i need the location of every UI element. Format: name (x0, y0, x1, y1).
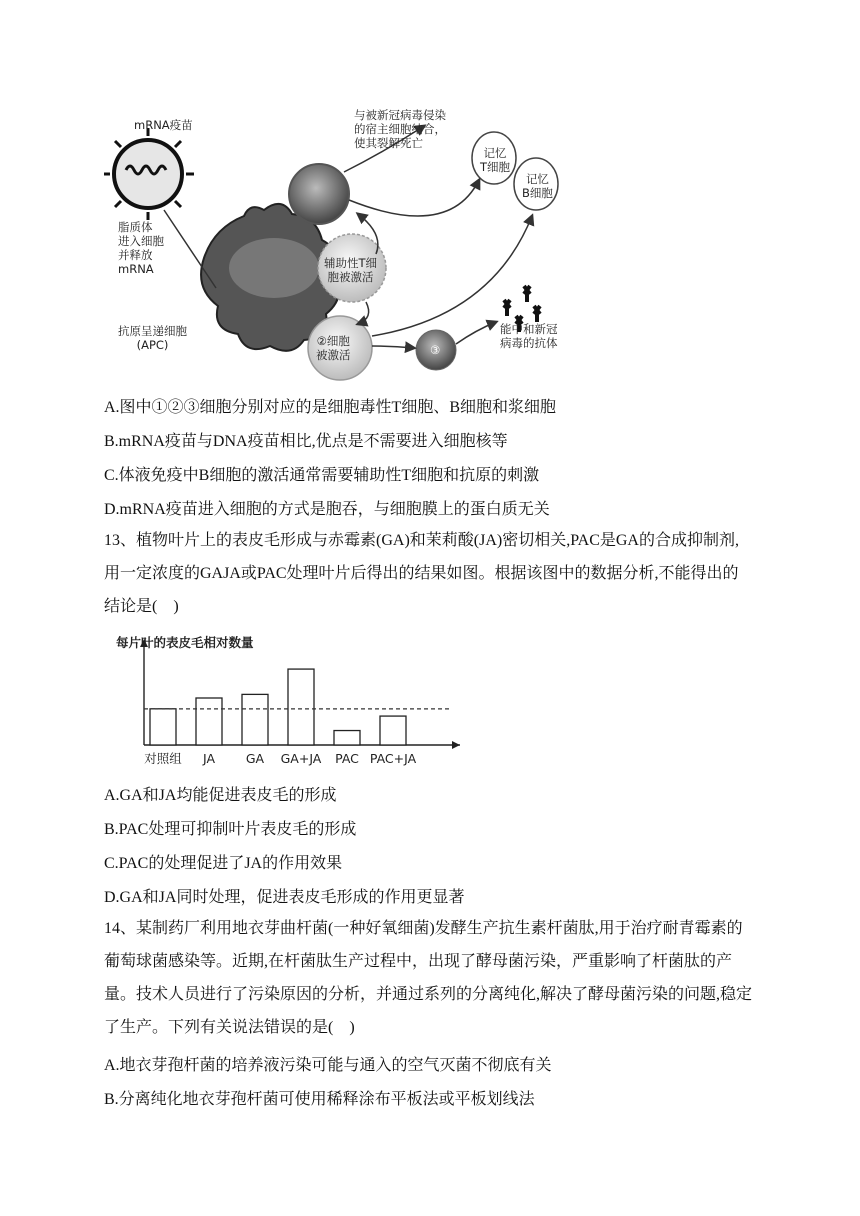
q14-option-a: A.地衣芽孢杆菌的培养液污染可能与通入的空气灭菌不彻底有关 (104, 1057, 552, 1074)
bar-1 (150, 709, 176, 745)
label-cell-3: ③ (430, 343, 441, 357)
bar-4 (288, 669, 314, 745)
q12-option-d: D.mRNA疫苗进入细胞的方式是胞吞，与细胞膜上的蛋白质无关 (104, 501, 550, 518)
label-kill-infected-cells: 与被新冠病毒侵染 的宿主细胞结合， 使其裂解死亡 (354, 108, 446, 150)
tick-label-4: GA+JA (280, 751, 322, 766)
q14-stem: 14、某制药厂利用地衣芽曲杆菌(一种好氧细菌)发酵生产抗生素杆菌肽,用于治疗耐青霉素的葡萄球菌感染等。近期,在杆菌肽生产过程中，出现了酵母菌污染，严重影响了杆菌肽的产量。技术人员进行了污染原因的分析，并通过系列的分离纯化,解决了酵母菌污染的问题,稳定了生产。下列有关说法错误的是( ) (104, 920, 753, 1036)
q14-option-b: B.分离纯化地衣芽孢杆菌可使用稀释涂布平板法或平板划线法 (104, 1091, 535, 1108)
label-liposome: 脂质体 进入细胞 并释放 mRNA (118, 220, 164, 276)
immune-diagram (104, 108, 584, 390)
q13-option-c: C.PAC的处理促进了JA的作用效果 (104, 855, 343, 872)
label-memory-b: 记忆 B细胞 (522, 172, 553, 200)
q13-stem: 13、植物叶片上的表皮毛形成与赤霉素(GA)和茉莉酸(JA)密切相关,PAC是GA的合成抑制剂,用一定浓度的GAJA或PAC处理叶片后得出的结果如图。根据该图中的数据分析,不能得出的结论是( ) (104, 532, 739, 615)
bar-3 (242, 694, 268, 745)
q12-option-b: B.mRNA疫苗与DNA疫苗相比,优点是不需要进入细胞核等 (104, 433, 508, 450)
bar-2 (196, 698, 222, 745)
label-antibody: 能中和新冠 病毒的抗体 (500, 322, 558, 350)
q13-option-a: A.GA和JA均能促进表皮毛的形成 (104, 787, 337, 804)
label-mrna-vaccine: mRNA疫苗 (134, 118, 193, 132)
label-memory-t: 记忆 T细胞 (480, 146, 511, 174)
tick-label-2: JA (202, 751, 216, 766)
label-apc: 抗原呈递细胞 (APC) (118, 324, 187, 352)
label-cell-2: ②细胞 被激活 (316, 334, 351, 362)
tick-label-6: PAC+JA (369, 751, 417, 766)
q13-option-d: D.GA和JA同时处理，促进表皮毛形成的作用更显著 (104, 889, 465, 906)
chart-svg (110, 633, 470, 775)
tick-label-3: GA (245, 751, 265, 766)
chart-title: 每片叶的表皮毛相对数量 (116, 635, 254, 650)
q13-bar-chart (110, 633, 470, 775)
tick-label-1: 对照组 (144, 751, 182, 766)
q13-option-b: B.PAC处理可抑制叶片表皮毛的形成 (104, 821, 357, 838)
label-helper-t: 辅助性T细 胞被激活 (324, 256, 378, 284)
bar-5 (334, 731, 360, 745)
x-axis-arrow (452, 741, 460, 749)
tick-label-5: PAC (335, 751, 359, 766)
q12-option-c: C.体液免疫中B细胞的激活通常需要辅助性T细胞和抗原的刺激 (104, 467, 540, 484)
mrna-vaccine-particle (104, 128, 194, 220)
cell-1 (289, 164, 349, 224)
q12-option-a: A.图中①②③细胞分别对应的是细胞毒性T细胞、B细胞和浆细胞 (104, 399, 557, 416)
bar-6 (380, 716, 406, 745)
